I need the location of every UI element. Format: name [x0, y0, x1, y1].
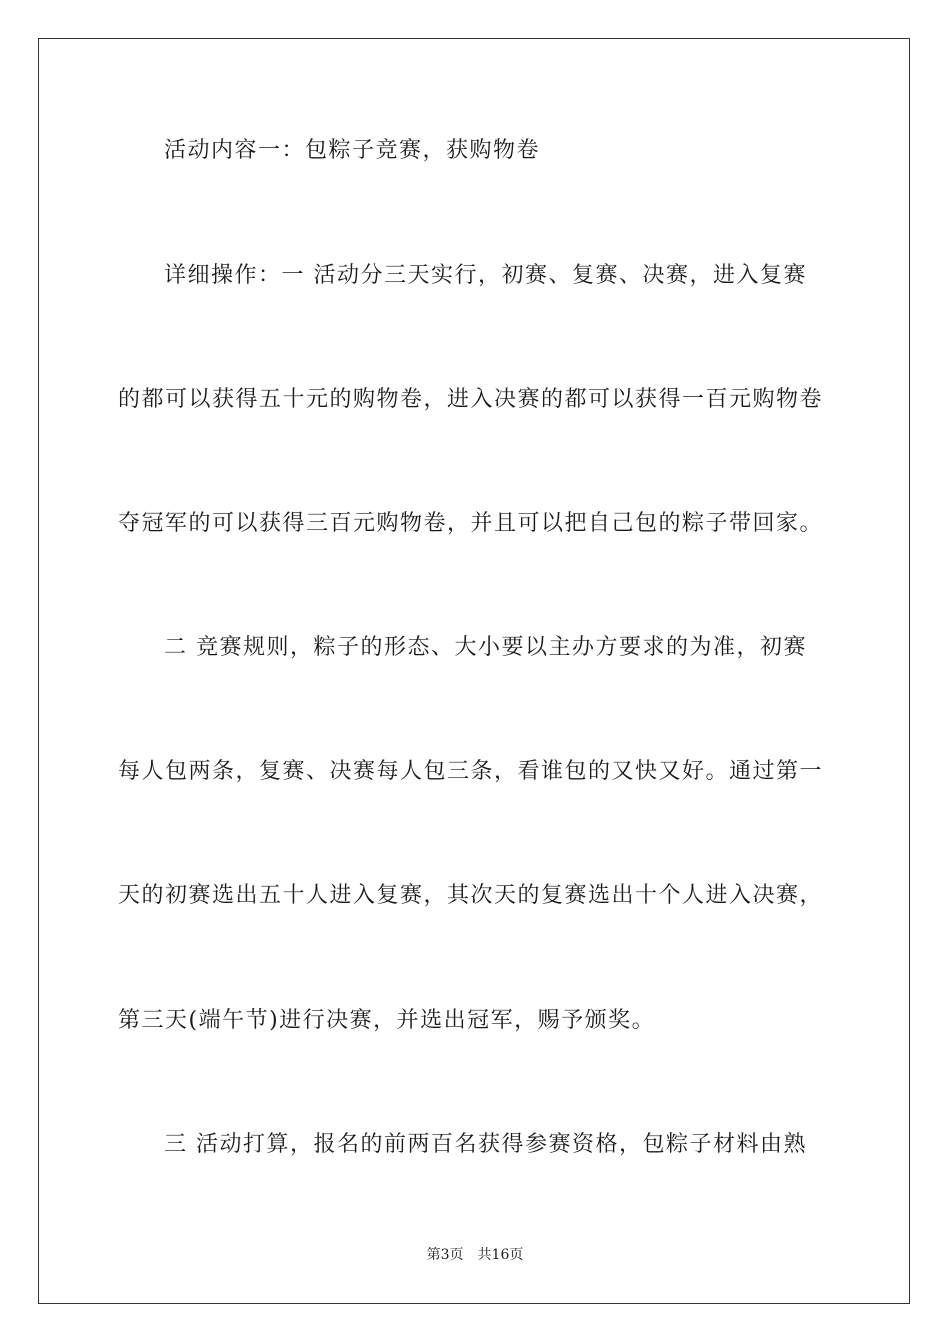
page-border	[38, 38, 910, 1304]
page-total: 共16页	[477, 1247, 524, 1263]
paragraph-line: 每人包两条，复赛、决赛每人包三条，看谁包的又快又好。通过第一	[118, 759, 824, 784]
paragraph-line: 三 活动打算，报名的前两百名获得参赛资格，包粽子材料由熟	[164, 1132, 807, 1157]
page-number: 第3页	[426, 1247, 464, 1263]
paragraph-line: 的都可以获得五十元的购物卷，进入决赛的都可以获得一百元购物卷	[118, 387, 824, 412]
paragraph-line: 二 竞赛规则，粽子的形态、大小要以主办方要求的为准，初赛	[164, 635, 807, 660]
page-footer	[0, 1246, 950, 1264]
paragraph-line: 活动内容一：包粽子竞赛，获购物卷	[164, 138, 541, 163]
paragraph-line: 第三天(端午节)进行决赛，并选出冠军，赐予颁奖。	[118, 1008, 656, 1033]
paragraph-line: 天的初赛选出五十人进入复赛，其次天的复赛选出十个人进入决赛，	[118, 883, 824, 908]
paragraph-line: 夺冠军的可以获得三百元购物卷，并且可以把自己包的粽子带回家。	[118, 511, 824, 536]
paragraph-line: 详细操作：一 活动分三天实行，初赛、复赛、决赛，进入复赛	[164, 263, 807, 288]
